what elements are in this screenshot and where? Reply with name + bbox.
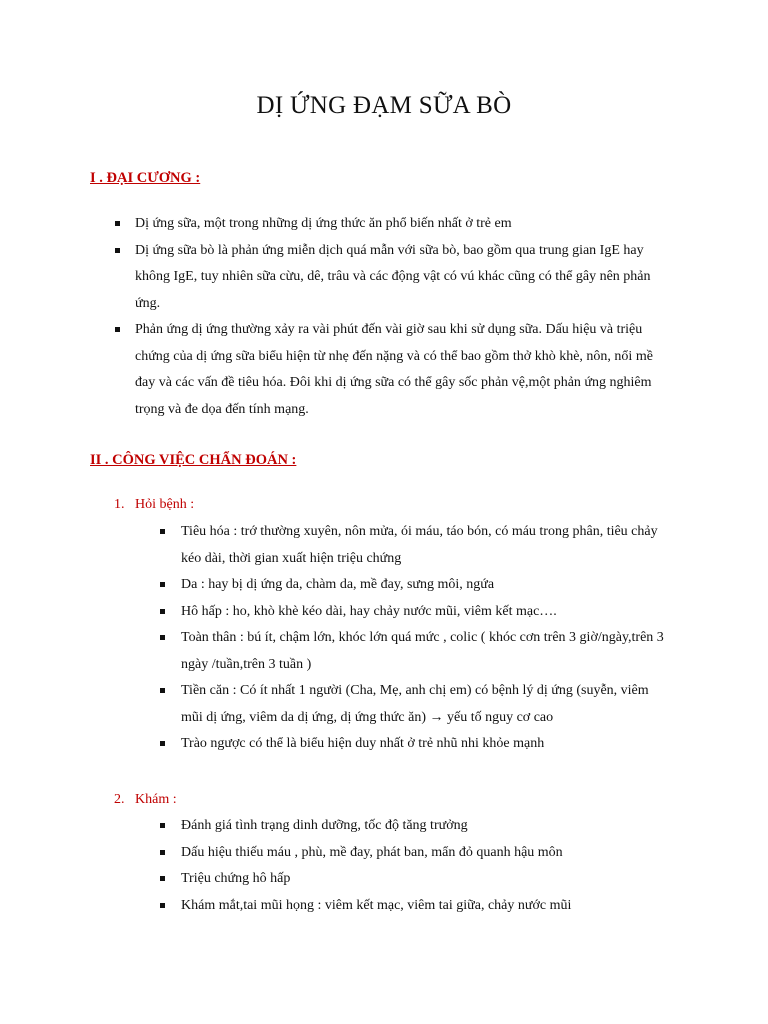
bullet-marker [160,741,165,746]
bullet-marker [160,876,165,881]
subsection-label: Khám : [135,792,177,807]
list-item-text: Tiền căn : Có ít nhất 1 người (Cha, Mẹ, anh chị em) có bệnh lý dị ứng (suyễn, viêm mũi dị ứng, viêm da dị ứng, dị ứng thức ăn) → yếu tố nguy cơ cao [181,683,649,725]
examination-bullet-list [181,813,671,919]
section-heading-general: I . ĐẠI CƯƠNG : [90,170,201,186]
bullet-marker [160,609,165,614]
bullet-marker [160,529,165,534]
list-item [181,731,671,758]
list-item-text: Toàn thân : bú ít, chậm lớn, khóc lớn quá mức , colic ( khóc cơn trên 3 giờ/ngày,trên 3 ngày /tuần,trên 3 tuần ) [181,630,664,672]
general-bullet-list [135,211,665,423]
list-item [135,238,665,318]
bullet-marker [160,582,165,587]
list-item [181,893,671,920]
list-item-text: Da : hay bị dị ứng da, chàm da, mề đay, sưng môi, ngứa [181,577,495,592]
list-item [181,813,671,840]
list-item-text: Trào ngược có thể là biểu hiện duy nhất ở trẻ nhũ nhi khỏe mạnh [181,736,545,751]
list-item-text: Tiêu hóa : trớ thường xuyên, nôn mửa, ói máu, táo bón, có máu trong phân, tiêu chảy kéo dài, thời gian xuất hiện triệu chứng [181,524,658,566]
subsection-number: 1. [114,497,125,512]
list-item [181,599,671,626]
list-item-text: Hô hấp : ho, khò khè kéo dài, hay chảy nước mũi, viêm kết mạc…. [181,603,557,619]
section-heading-diagnosis: II . CÔNG VIỆC CHẨN ĐOÁN : [90,452,297,468]
bullet-marker [115,327,120,332]
bullet-marker [160,903,165,908]
bullet-marker [160,635,165,640]
subsection-examination [114,792,177,808]
bullet-marker [115,221,120,226]
list-item-text: Khám mắt,tai mũi họng : viêm kết mạc, viêm tai giữa, chảy nước mũi [181,897,572,913]
subsection-label: Hỏi bệnh : [135,497,195,512]
list-item-text: Phản ứng dị ứng thường xảy ra vài phút đến vài giờ sau khi sử dụng sữa. Dấu hiệu và triệu chứng của dị ứng sữa biểu hiện từ nhẹ đến nặng và có thể bao gồm thở khò khè, nôn, nổi mề đay và các vấn đề tiêu hóa. Đôi khi dị ứng sữa có thể gây sốc phản vệ,một phản ứng nghiêm trọng và đe dọa đến tính mạng. [135,322,653,417]
list-item [181,840,671,867]
list-item [135,317,665,423]
list-item-text: Đánh giá tình trạng dinh dưỡng, tốc độ tăng trưởng [181,818,468,833]
list-item [181,572,671,599]
list-item [135,211,665,238]
subsection-number: 2. [114,792,125,807]
bullet-marker [160,850,165,855]
subsection-history-taking [114,497,194,513]
list-item [181,519,671,572]
history-bullet-list [181,519,671,758]
list-item [181,625,671,678]
list-item-text: Dị ứng sữa, một trong những dị ứng thức ăn phổ biến nhất ở trẻ em [135,216,512,231]
document-title: DỊ ỨNG ĐẠM SỮA BÒ [256,92,512,119]
bullet-marker [160,823,165,828]
list-item-text: Triệu chứng hô hấp [181,871,291,886]
bullet-marker [160,688,165,693]
list-item [181,678,671,731]
list-item-text: Dị ứng sữa bò là phản ứng miễn dịch quá mẫn với sữa bò, bao gồm qua trung gian IgE hay không IgE, tuy nhiên sữa cừu, dê, trâu và các động vật có vú khác cũng có thể gây nên phản ứng. [135,242,651,311]
list-item [181,866,671,893]
bullet-marker [115,248,120,253]
list-item-text: Dấu hiệu thiếu máu , phù, mề đay, phát ban, mẩn đỏ quanh hậu môn [181,844,563,860]
